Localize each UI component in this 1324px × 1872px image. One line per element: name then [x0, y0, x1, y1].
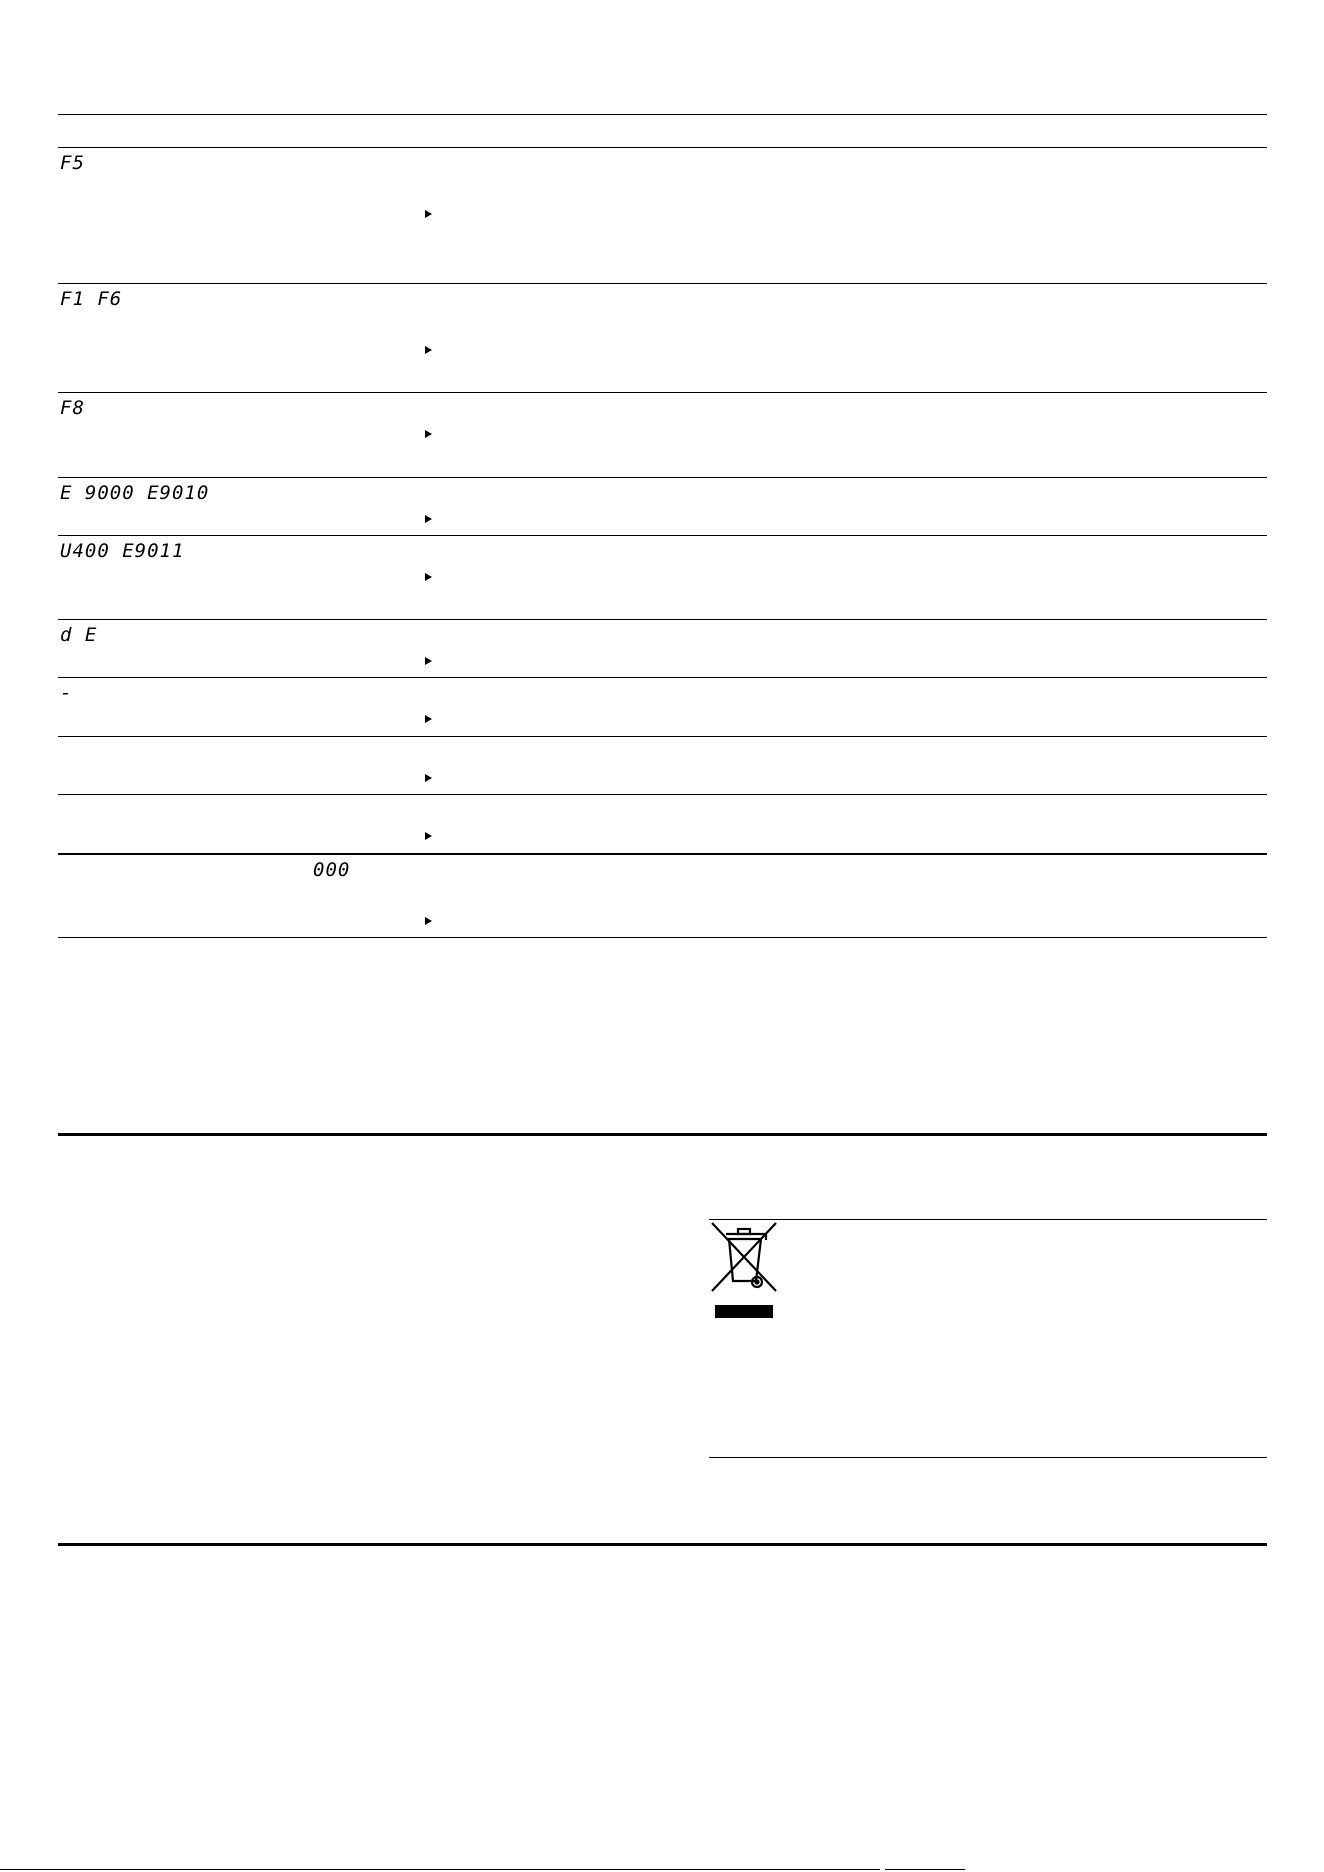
error-code: F8: [60, 397, 85, 419]
table-row: [58, 795, 1267, 855]
table-row: [58, 478, 1267, 536]
triangle-right-icon: [425, 210, 432, 218]
table-row: [58, 536, 1267, 620]
disposal-box-top-rule: [709, 1219, 1267, 1220]
triangle-right-icon: [425, 515, 432, 523]
triangle-right-icon: [425, 657, 432, 665]
error-code: F1 F6: [60, 288, 123, 310]
table-row: [58, 855, 1267, 938]
triangle-right-icon: [425, 774, 432, 782]
error-code: d E: [60, 624, 98, 646]
page-footer-rule: [885, 1869, 965, 1870]
triangle-right-icon: [425, 715, 432, 723]
error-code: F5: [60, 152, 85, 174]
triangle-right-icon: [425, 832, 432, 840]
table-row: [58, 284, 1267, 393]
triangle-right-icon: [425, 430, 432, 438]
table-row: [58, 620, 1267, 678]
error-code: U400 E9011: [60, 540, 185, 562]
triangle-right-icon: [425, 346, 432, 354]
error-code: E 9000 E9010: [60, 482, 210, 504]
section-divider: [58, 1133, 1267, 1136]
disposal-box-bottom-rule: [709, 1457, 1267, 1458]
table-row: [58, 148, 1267, 284]
error-code: -: [60, 682, 73, 704]
table-row: [58, 393, 1267, 478]
crossed-out-wheelie-bin-icon: [709, 1219, 781, 1321]
triangle-right-icon: [425, 917, 432, 925]
table-row: [58, 737, 1267, 795]
table-header: [58, 114, 1267, 148]
table-row: [58, 678, 1267, 737]
section-divider: [58, 1543, 1267, 1546]
error-table: [58, 114, 1267, 938]
page-footer-rule: [0, 1869, 880, 1870]
display-code: 000: [313, 859, 351, 881]
triangle-right-icon: [425, 573, 432, 581]
